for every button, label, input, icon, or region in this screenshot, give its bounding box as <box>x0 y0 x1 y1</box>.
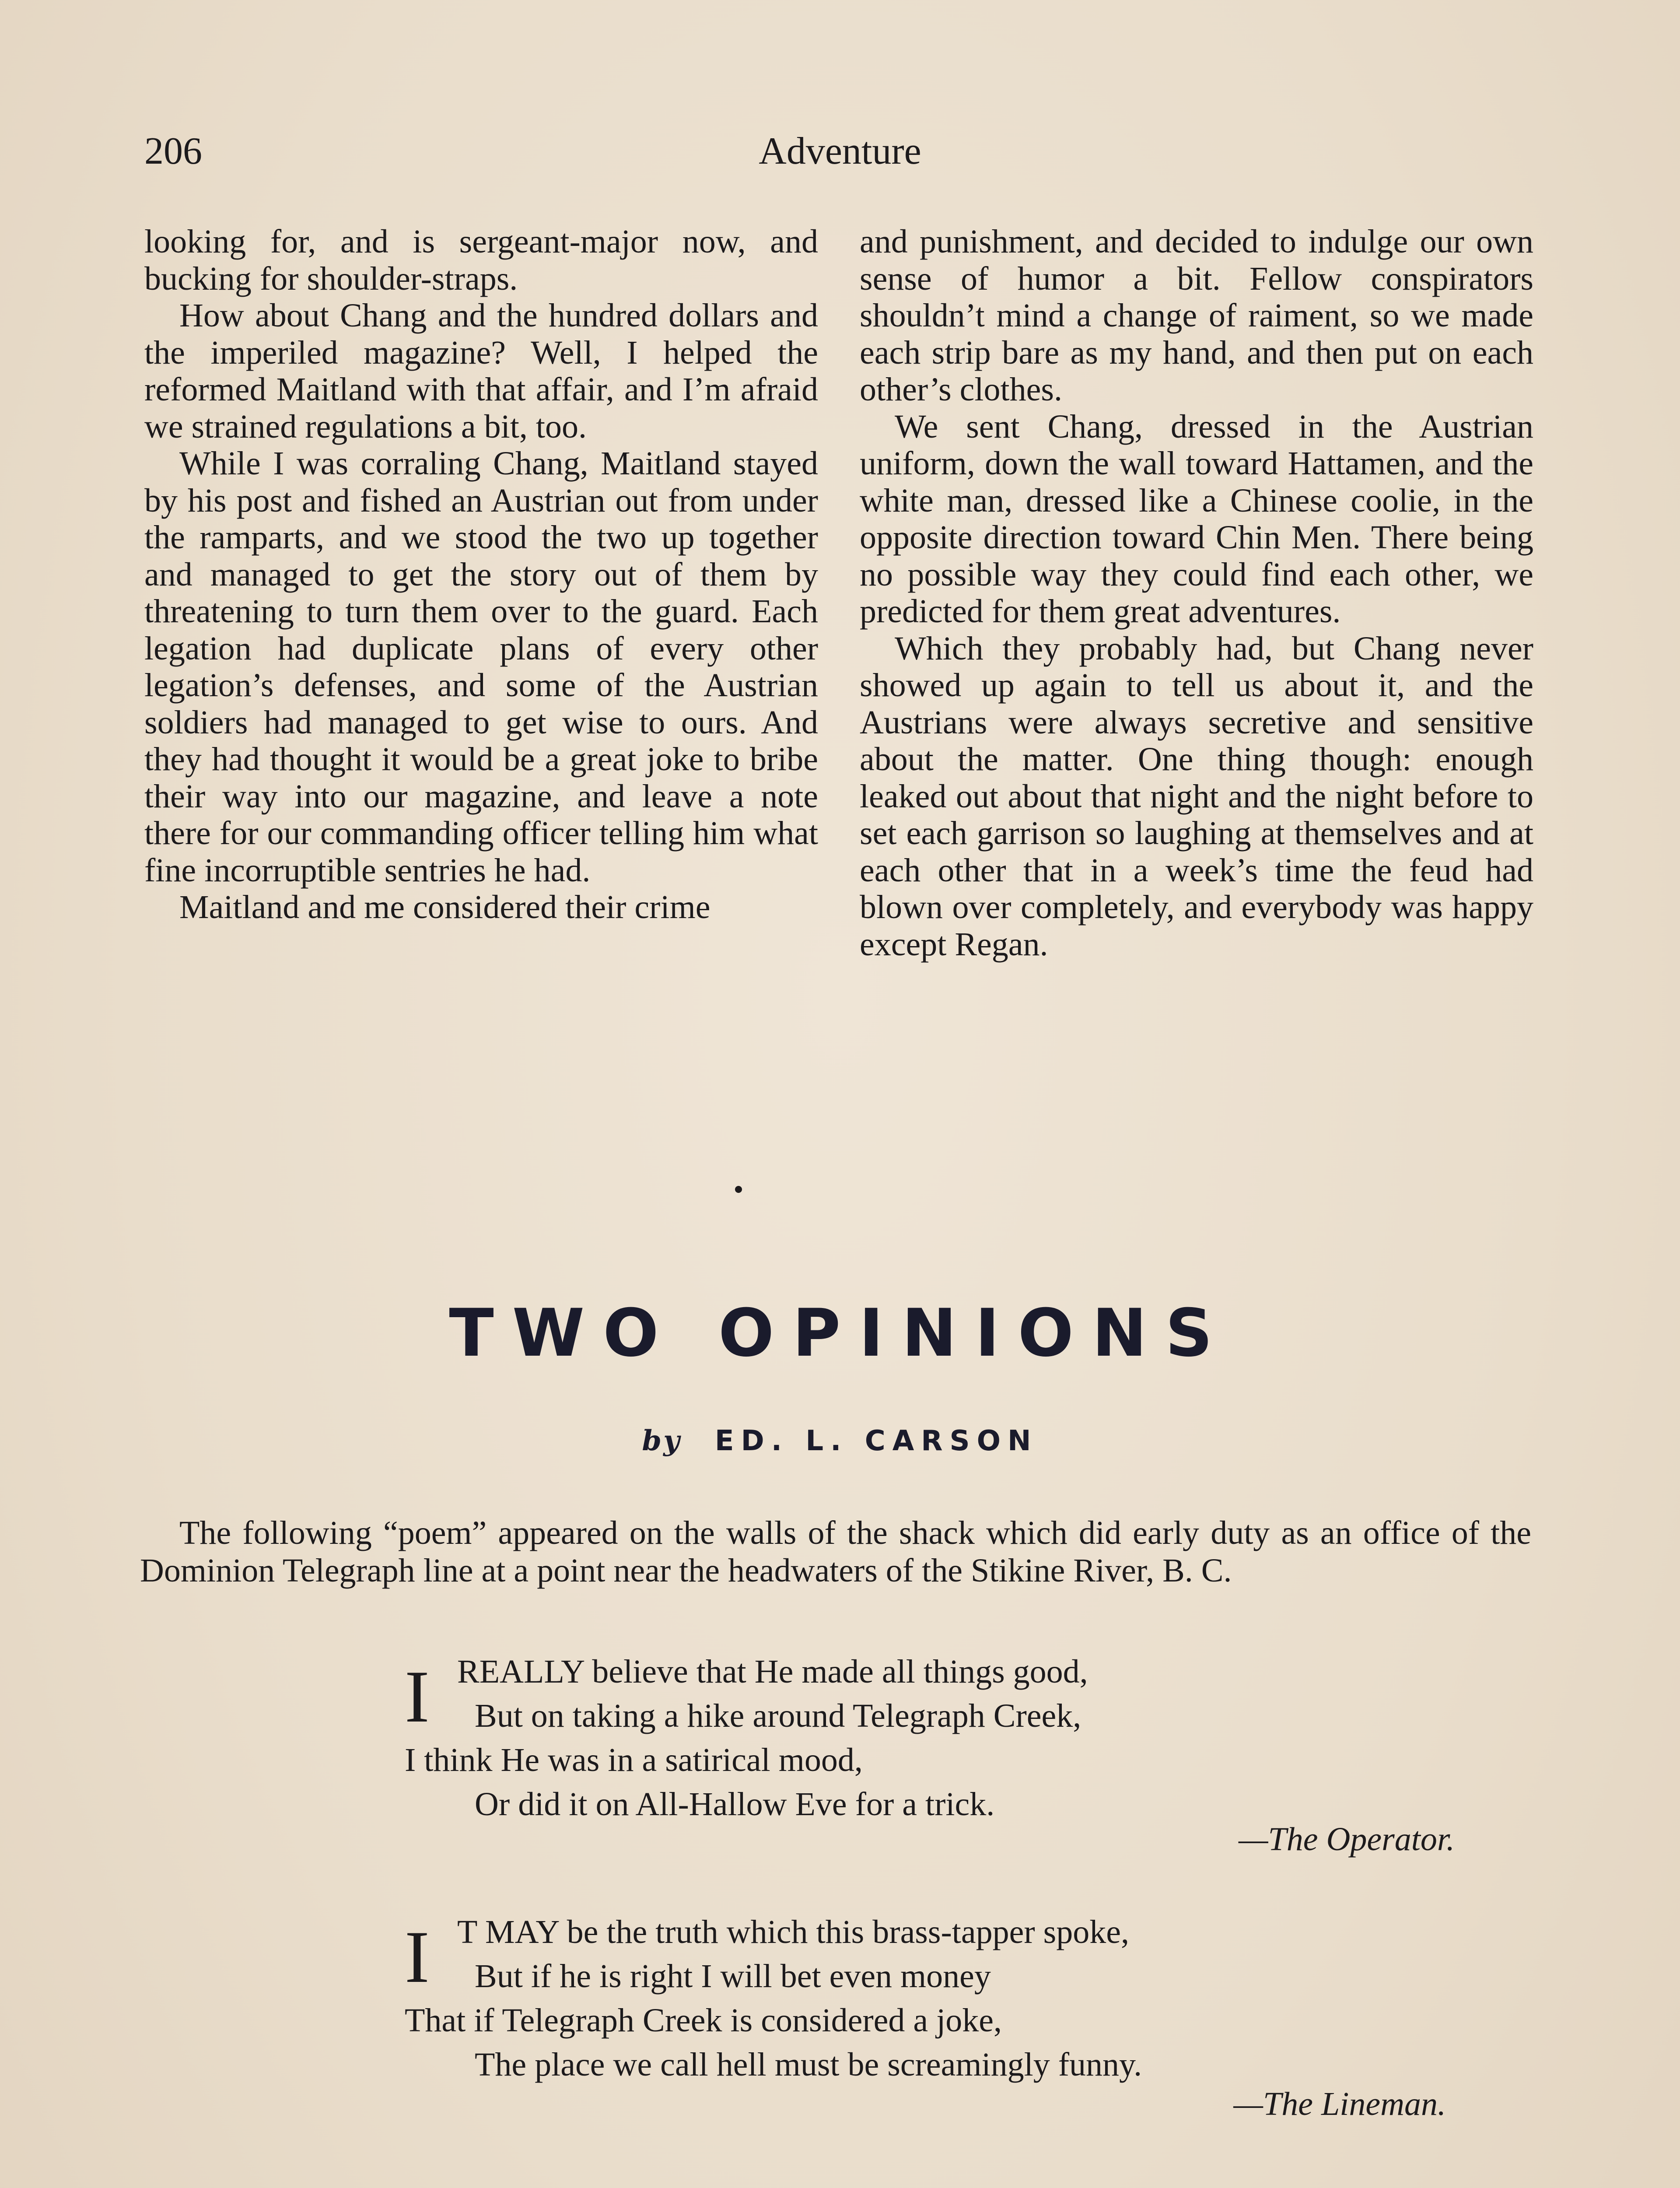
drop-cap: I <box>405 1916 430 1998</box>
left-column <box>144 223 818 926</box>
poem-line: I think He was in a satirical mood, <box>405 1742 863 1778</box>
story-intro: The following “poem” appeared on the walls of the shack which did early duty as an office of the Dominion Telegraph line at a point near the headwaters of the Stikine River, B. C. <box>140 1515 1531 1589</box>
drop-cap: I <box>405 1655 430 1738</box>
poem-operator <box>405 1650 1455 1827</box>
byline-prefix: by <box>642 1424 682 1457</box>
paragraph: and punishment, and decided to indulge our own sense of humor a bit. Fellow conspirators shouldn’t mind a change of raiment, so we made each strip bare as my hand, and then put on each other’s clothes. <box>860 223 1533 408</box>
running-head: Adventure <box>759 130 921 172</box>
byline <box>0 1424 1680 1457</box>
poem-attribution: —The Operator. <box>1238 1821 1455 1858</box>
poem-line: But on taking a hike around Telegraph Creek, <box>475 1697 1082 1734</box>
poem-line: But if he is right I will bet even money <box>475 1958 991 1995</box>
page-number: 206 <box>144 130 202 172</box>
byline-author: ED. L. CARSON <box>714 1425 1038 1457</box>
right-column <box>860 223 1533 963</box>
poem-lineman <box>405 1910 1455 2087</box>
story-title: TWO OPINIONS <box>449 1295 1231 1371</box>
poem-line: That if Telegraph Creek is considered a joke, <box>405 2002 1002 2039</box>
poem-line: The place we call hell must be screamingly funny. <box>475 2046 1142 2083</box>
paragraph: While I was corraling Chang, Maitland stayed by his post and fished an Austrian out from under the ramparts, and we stood the two up together and managed to get the story out of them by threatening to turn them over to the guard. Each legation had duplicate plans of every other legation’s defenses, and some of the Austrian soldiers had managed to get wise to ours. And they had thought it would be a great joke to bribe their way into our magazine, and leave a note there for our commanding officer telling him what fine incorruptible sentries he had. <box>144 445 818 889</box>
paragraph: Maitland and me considered their crime <box>179 889 710 926</box>
paragraph: looking for, and is sergeant-major now, and bucking for shoulder-straps. <box>144 223 818 297</box>
paragraph: We sent Chang, dressed in the Austrian uniform, down the wall toward Hattamen, and the white man, dressed like a Chinese coolie, in the opposite direction toward Chin Men. There being no possible way they could find each other, we predicted for them great adventures. <box>860 408 1533 630</box>
poem-line: Or did it on All-Hallow Eve for a trick. <box>475 1786 995 1823</box>
poem-attribution: —The Lineman. <box>1233 2086 1446 2122</box>
poem-line: REALLY believe that He made all things good, <box>457 1653 1088 1690</box>
paragraph: Which they probably had, but Chang never showed up again to tell us about it, and the Austrians were always secretive and sensitive about the matter. One thing though: enough leaked out about that night and the night before to set each garrison so laughing at themselves and at each other that in a week’s time the feud had blown over completely, and everybody was happy except Regan. <box>860 630 1533 963</box>
separator-dot <box>735 1186 742 1193</box>
paragraph: How about Chang and the hundred dollars and the imperiled magazine? Well, I helped the reformed Maitland with that affair, and I’m afraid we strained regulations a bit, too. <box>144 297 818 445</box>
poem-line: T MAY be the truth which this brass-tapper spoke, <box>457 1914 1129 1950</box>
